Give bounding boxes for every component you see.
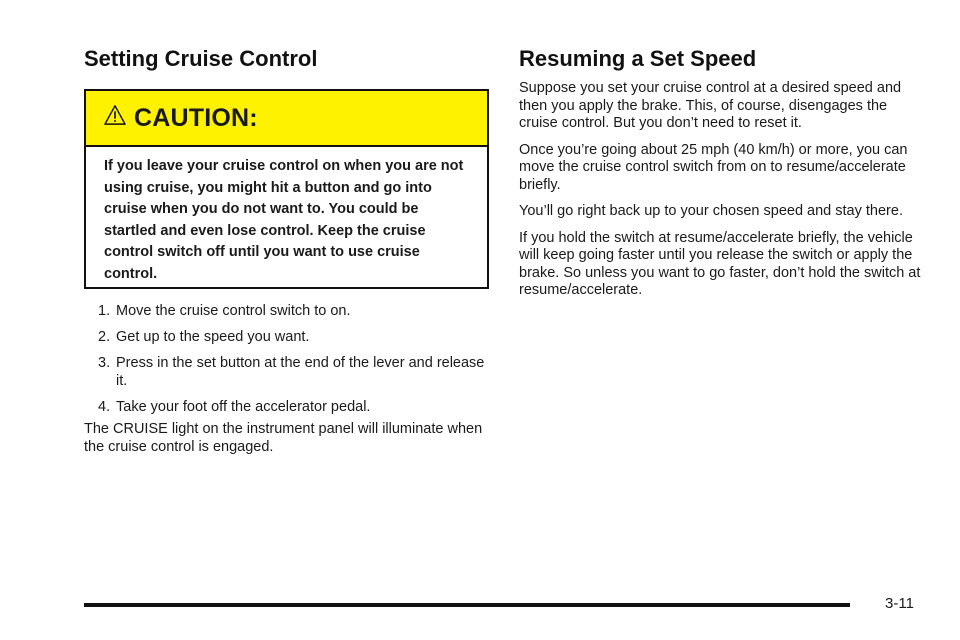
resume-paragraphs [519,80,929,309]
step-text: Take your foot off the accelerator pedal. [116,399,371,415]
step-text: Press in the set button at the end of the lever and release it. [116,355,485,389]
caution-title: CAUTION: [134,103,258,132]
steps-list [84,302,490,424]
list-item [84,302,490,320]
section-heading-resuming-speed: Resuming a Set Speed [519,46,757,71]
caution-body: If you leave your cruise control on when you are not using cruise, you might hit a button and go into cruise when you do not want to. You could be startled and even lose control. Keep the cruise control switch off until you want to use cruise control. [104,158,464,282]
paragraph: Once you’re going about 25 mph (40 km/h) or more, you can move the cruise control switch from on to resume/accelerate briefly. [519,141,908,193]
paragraph: You’ll go right back up to your chosen speed and stay there. [519,203,903,219]
caution-box [84,89,489,289]
list-item [84,328,490,346]
caution-header [86,91,487,147]
cruise-light-paragraph: The CRUISE light on the instrument panel will illuminate when the cruise control is engaged. [84,421,483,455]
step-text: Get up to the speed you want. [116,329,310,345]
footer-rule [84,603,850,607]
step-number: 1 . [98,302,110,320]
section-heading-setting-cruise: Setting Cruise Control [84,46,318,71]
step-number: 4 . [98,398,110,416]
list-item [84,354,490,390]
list-item [84,398,490,416]
warning-triangle-icon [104,104,126,126]
step-number: 3 . [98,354,110,372]
paragraph: Suppose you set your cruise control at a desired speed and then you apply the brake. This, of course, disengages the cruise control. But you don’t need to reset it. [519,80,902,131]
step-number: 2 . [98,328,110,346]
step-text: Move the cruise control switch to on. [116,303,351,319]
page-number: 3-11 [885,595,914,612]
paragraph: If you hold the switch at resume/accelerate briefly, the vehicle will keep going faster until you release the switch or apply the brake. So unless you want to go faster, don’t hold the switch at resume/accelerate. [519,229,921,298]
